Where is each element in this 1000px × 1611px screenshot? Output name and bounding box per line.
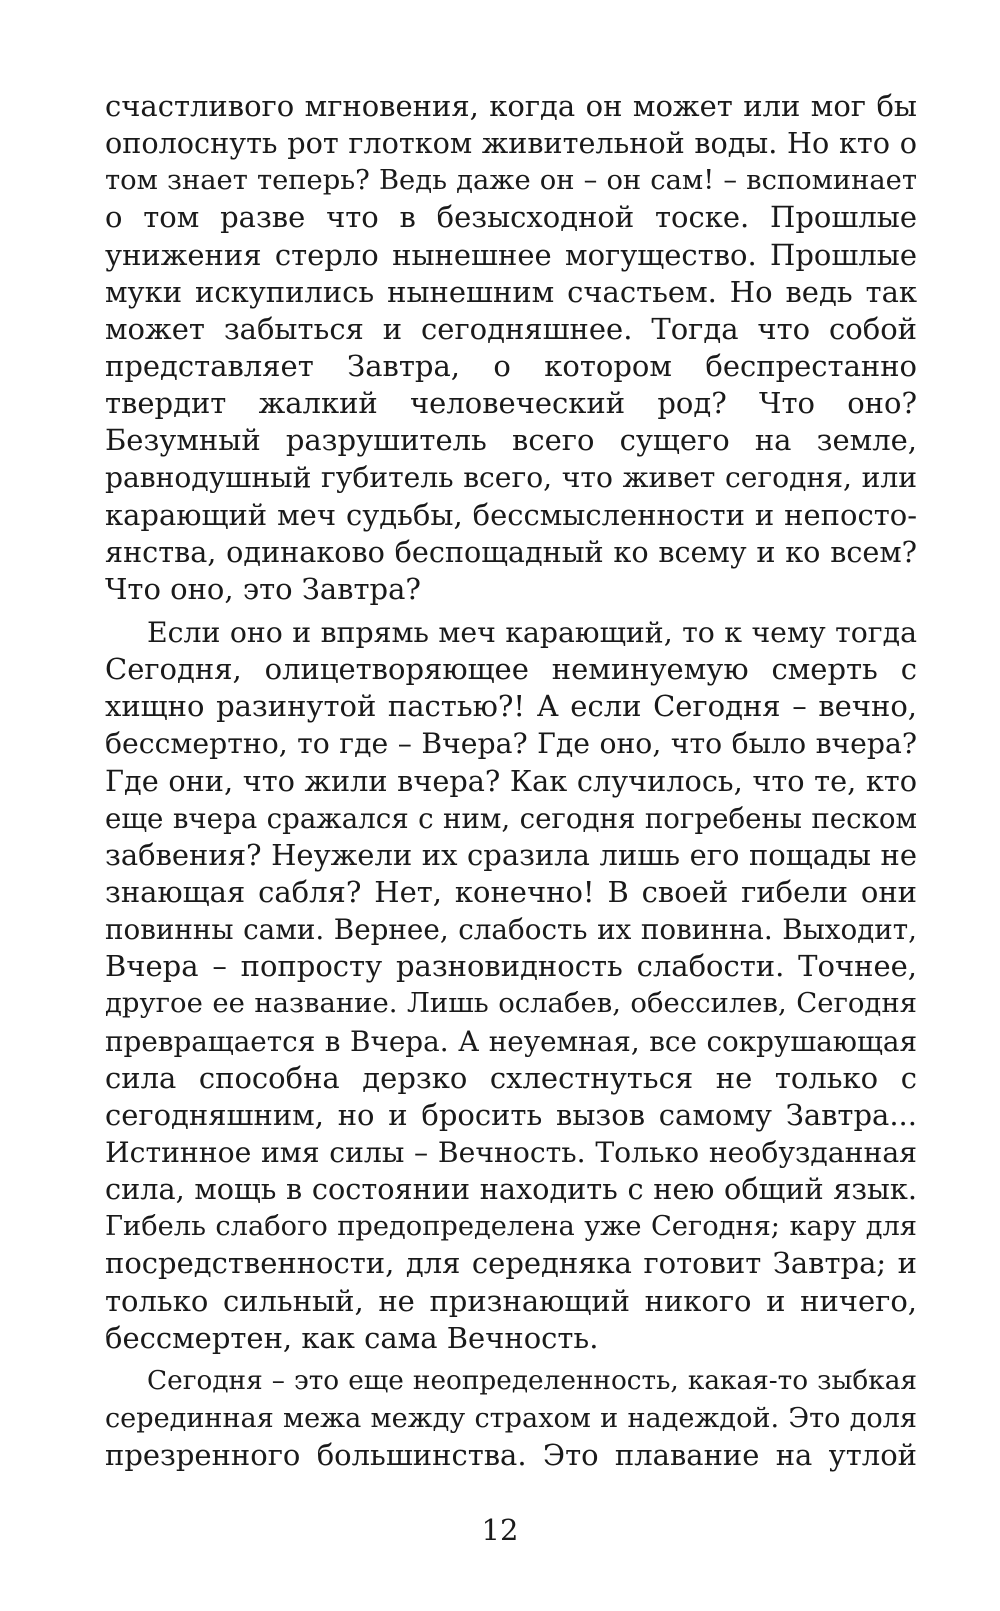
text-line: Что оно, это Завтра? (105, 571, 421, 606)
text-line: Сегодня – это еще неопределенность, какая-то зыбкая (147, 1365, 917, 1396)
text-line: равнодушный губитель всего, что живет сегодня, или (105, 461, 917, 495)
text-line: Где они, что жили вчера? Как случилось, что те, кто (105, 763, 917, 798)
text-line: Гибель слабого предопределена уже Сегодня; кару для (105, 1211, 917, 1243)
text-line: янства, одинаково беспощадный ко всему и ко всем? (105, 534, 917, 569)
text-line: бессмертен, как сама Вечность. (105, 1320, 599, 1355)
text-line: твердит жалкий человеческий род? Что оно? (105, 386, 917, 421)
text-line: хищно разинутой пастью?! А если Сегодня – вечно, (105, 689, 917, 724)
text-line: Безумный разрушитель всего сущего на земле, (105, 423, 917, 458)
page-text (105, 88, 917, 1474)
text-line: Истинное имя силы – Вечность. Только необузданная (105, 1135, 917, 1169)
text-line: сила способна дерзко схлестнуться не только с (105, 1060, 917, 1095)
paragraph-3 (105, 1363, 917, 1474)
text-line: представляет Завтра, о котором беспрестанно (105, 348, 917, 383)
text-line: сила, мощь в состоянии находить с нею общий язык. (105, 1172, 917, 1207)
text-line: карающий меч судьбы, бессмысленности и непосто- (105, 497, 917, 532)
paragraph-2 (105, 614, 917, 1357)
text-line: сегодняшним, но и бросить вызов самому Завтра... (105, 1097, 917, 1132)
text-line: Если оно и впрямь меч карающий, то к чему тогда (147, 615, 917, 649)
paragraph-1 (105, 88, 917, 608)
text-line: посредственности, для середняка готовит Завтра; и (105, 1246, 917, 1281)
text-line: превращается в Вчера. А неуемная, все сокрушающая (105, 1024, 917, 1058)
text-line: муки искупились нынешним счастьем. Но ведь так (105, 274, 917, 309)
text-line: повинны сами. Вернее, слабость их повинна. Выходит, (105, 913, 917, 947)
text-line: другое ее название. Лишь ослабев, обессилев, Сегодня (105, 987, 917, 1020)
text-line: Вчера – попросту разновидность слабости. Точнее, (105, 949, 917, 984)
text-line: унижения стерло нынешнее могущество. Прошлые (105, 237, 917, 272)
page-number: 12 (481, 1513, 519, 1547)
text-line: Сегодня, олицетворяющее неминуемую смерть с (105, 652, 917, 687)
text-line: только сильный, не признающий никого и ничего, (105, 1283, 917, 1318)
text-line: бессмертно, то где – Вчера? Где оно, что было вчера? (105, 727, 917, 761)
text-line: презренного большинства. Это плавание на утлой (105, 1438, 917, 1473)
text-line: может забыться и сегодняшнее. Тогда что собой (105, 311, 917, 346)
text-line: о том разве что в безысходной тоске. Прошлые (105, 200, 917, 235)
text-line: забвения? Неужели их сразила лишь его пощады не (105, 837, 917, 872)
text-line: серединная межа между страхом и надеждой. Это доля (105, 1402, 917, 1434)
text-line: ополоснуть рот глотком живительной воды. Но кто о (105, 126, 917, 161)
text-line: том знает теперь? Ведь даже он – он сам! – вспоминает (105, 165, 917, 197)
text-line: знающая сабля? Нет, конечно! В своей гибели они (105, 874, 917, 909)
text-line: счастливого мгновения, когда он может или мог бы (105, 89, 917, 123)
text-line: еще вчера сражался с ним, сегодня погребены песком (105, 801, 917, 835)
